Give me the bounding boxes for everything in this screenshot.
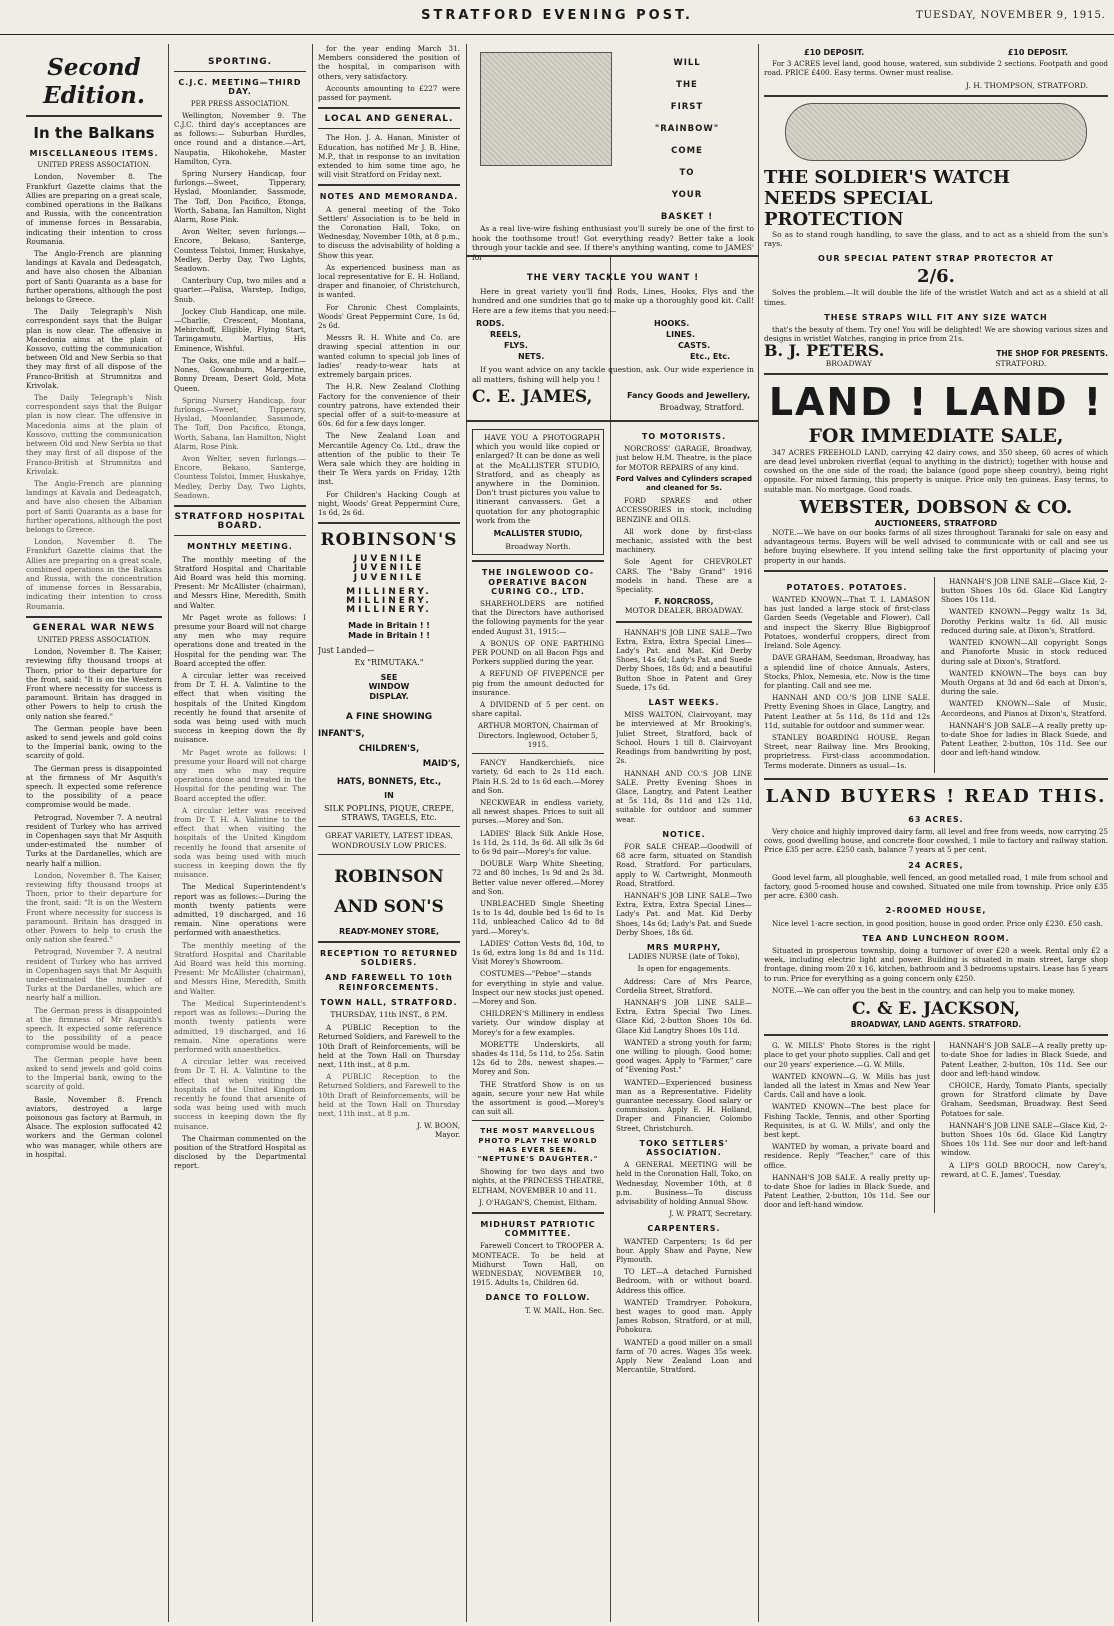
- article-paragraph: For Chronic Chest Complaints, Woods' Great Peppermint Cure, 1s 6d, 2s 6d.: [318, 302, 460, 331]
- headline-line: YOUR: [671, 190, 703, 200]
- small-ad: DAVE GRAHAM, Seedsman, Broadway, has a splendid line of choice Annuals, Asters, Stocks, Phlox, Nemesia, etc. Now is the time for planting. Call and see me.: [764, 653, 930, 690]
- article-paragraph: Avon Welter, seven furlongs.—Encore, Bekaso, Santerge, Countess Tolstoi, Immer, Huskahye, Medley, Derby Day, Two Lights, Seadown.: [174, 453, 306, 500]
- headline-line: THE: [676, 80, 698, 90]
- advert-title: C. & E. JACKSON,: [851, 998, 1021, 1019]
- notice-heading: RECEPTION TO RETURNED SOLDIERS.: [319, 949, 459, 968]
- notice-text: A DIVIDEND of 5 per cent. on share capital.: [472, 700, 604, 719]
- small-ad: A GENERAL MEETING will be held in the Coronation Hall, Toko, on Wednesday, November 10th, at 8 p.m. Business—To discuss advisability of holding Annual Show.: [616, 1160, 752, 1207]
- listing-text: Nice level 1-acre section, in good position, house in good order. Price only £230. £50 cash.: [772, 918, 1104, 928]
- land-headline: LAND ! LAND !: [768, 379, 1104, 424]
- advert-line: STRATFORD.: [995, 358, 1047, 368]
- notice-text: A REFUND OF FIVEPENCE per pig from the amount deducted for insurance.: [472, 669, 604, 697]
- tackle-item: LINES.: [666, 330, 696, 339]
- small-ad: WANTED KNOWN—The boys can buy Mouth Organs at 3d and 6d each at Dixon's, during the sale.: [941, 668, 1107, 697]
- advert-text: Here in great variety you'll find Rods, Lines, Hooks, Flys and the hundred and one sundries that go to make up a thoroughly good kit. Call! Here are a few items that you need:—: [472, 286, 754, 315]
- advert-line: A FINE SHOWING: [345, 711, 433, 722]
- divider: [26, 616, 162, 618]
- tackle-list-left: [476, 318, 544, 362]
- advert-line: F. NORCROSS,: [654, 597, 714, 607]
- article-paragraph: Spring Nursery Handicap, four furlongs.—Sweet, Tipperary, Hyslad, Moonlander, Sassmode, The Toff, Don Pacifico, Etonga, Worth, Sabana, Ian Hamilton, Night Alarm, Rose Pink.: [174, 395, 306, 451]
- article-paragraph: As experienced business man as local representative for E. H. Holland, draper and finanoier, of Christchurch, is wanted.: [318, 262, 460, 300]
- subsection-heading: C.J.C. MEETING—THIRD DAY.: [178, 78, 302, 97]
- angler-illustration: [480, 52, 612, 166]
- column-advertisements: [764, 44, 1108, 1622]
- small-ad: WANTED KNOWN—Peggy waltz 1s 3d, Dorothy Perkins waltz 1s 6d. All music reduced during sale, at Dixon's, Stratford.: [941, 607, 1107, 635]
- deposit-label: £10 DEPOSIT.: [804, 48, 865, 57]
- advert-line: READY-MONEY STORE,: [339, 926, 439, 936]
- article-paragraph: The Daily Telegraph's Nish correspondent says that the Bulgar plan is now clear. The offensive in Macedonia aims at the plain of Kossovo, cutting the communication between Old and New Serbia so that they may first of all dispose of the Franco-British at Strumnitza and Krivolak.: [26, 307, 162, 390]
- listing-text: NOTE.—We can offer you the best in the country, and can help you to make money.: [772, 985, 1075, 995]
- divider: [318, 941, 460, 943]
- divider: [318, 184, 460, 186]
- advert-line: SILK POPLINS, PIQUE, CREPE, STRAWS, TAGELS, Etc.: [323, 804, 455, 823]
- advert-signature: J. H. THOMPSON, STRATFORD.: [966, 80, 1088, 90]
- edition-heading: Second Edition.: [43, 54, 145, 109]
- divider: [466, 255, 758, 257]
- advert-line: Broadway, Stratford.: [659, 403, 744, 412]
- article-paragraph: Avon Welter, seven furlongs.—Encore, Bekaso, Santerge, Countess Tolstoi, Immer, Huskahye, Medley, Derby Day, Two Lights, Seadown.: [174, 227, 306, 274]
- article-paragraph: The German people have been asked to send jewels and gold coins to the Imperial bank, owing to the scarcity of gold.: [26, 723, 162, 761]
- tackle-item: RODS.: [476, 319, 505, 328]
- small-ad: WANTED a good miller on a small farm of 70 acres. Wages 35s week. Apply New Zealand Loan and Mercantile, Stratford.: [616, 1337, 752, 1375]
- deposit-heading: [764, 44, 1108, 59]
- article-paragraph: The H.R. New Zealand Clothing Factory for the convenience of their country patrons, have extended their special offer of a suit-to-measure at 60s. 6d for a few days longer.: [318, 382, 460, 429]
- small-ad: WANTED KNOWN—That T. I. LAMASON has just landed a large stock of first-class Garden Seeds (Vegetable and Flower). Call and inspect the Skerry Blue Bigbigproof Potatoes, wonderful croppers, direct from Ireland. Sole Agency.: [764, 595, 930, 651]
- listing-heading: 2-ROOMED HOUSE,: [885, 906, 987, 916]
- james-fishing-text: [472, 224, 754, 266]
- advert-heading: THESE STRAPS WILL FIT ANY SIZE WATCH: [824, 312, 1048, 322]
- section-heading: LOCAL AND GENERAL.: [324, 114, 454, 125]
- small-ad: LADIES' Black Silk Ankle Hose, 1s 11d, 2s 11d, 3s 6d. All silk 3s 6d to 6s 9d pair—Morey's for value.: [472, 828, 604, 856]
- headline-line: "RAINBOW": [654, 124, 720, 134]
- tackle-list: [472, 318, 754, 362]
- article-paragraph: Mr Paget wrote as follows: I presume your Board will not charge any men who may require operations done and treated in the Hospital for the pending war. The Board accepted the offer.: [174, 612, 306, 668]
- notice-heading: LAST WEEKS.: [648, 698, 720, 708]
- small-ad: WANTED KNOWN—The best place for Fishing Tackle, Tennis, and other Sporting Requisites, is at G. W. Mills', and only the best kept.: [764, 1102, 930, 1140]
- notice-line: LADIES NURSE (late of Toko),: [628, 952, 740, 962]
- advert-line: MOTOR DEALER, BROADWAY.: [624, 606, 744, 616]
- advert-headline: PROTECTION: [764, 208, 904, 230]
- notice-signature: Mayor.: [435, 1130, 460, 1140]
- advert-line: JUVENILE: [353, 554, 425, 565]
- notice-heading: DANCE TO FOLLOW.: [485, 1293, 591, 1303]
- article-paragraph: The Anglo-French are planning landings at Kavala and Dedeagatch, and have also chosen the Albanian port of Santi Quaranta as a base for further operations, although the post belongs to Greece.: [26, 249, 162, 305]
- notice-heading: TO MOTORISTS.: [641, 432, 727, 441]
- advert-text: As a real live-wire fishing enthusiast you'll surely be one of the first to hook the toothsome trout! Got everything ready? Better take a look through your tackle and see. If there's anything wanting, come to JAMES' for: [472, 224, 754, 262]
- advert-text: For 3 ACRES level land, good house, watered, sun subdivide 2 sections. Footpath and good road. PRICE £400. Easy terms. Owner must realise.: [764, 59, 1108, 78]
- listing-heading: 63 ACRES.: [908, 814, 964, 824]
- notice-text: SHAREHOLDERS are notified that the Directors have authorised the following payments for the year ended August 31, 1915:—: [472, 599, 604, 636]
- advert-line: MAID'S,: [422, 759, 460, 770]
- advert-line: Made in Britain ! !: [348, 621, 430, 631]
- column-war-news: [26, 44, 162, 1622]
- article-paragraph: The New Zealand Loan and Mercantile Agency Co. Ltd., draw the attention of the public to their Te Wera sale which they are holding in their Te Wera yards on Friday, 12th inst.: [318, 431, 460, 487]
- column-rule: [610, 255, 611, 1622]
- article-paragraph: The Anglo-French are planning landings at Kavala and Dedeagatch, and have also chosen the Albanian port of Santi Quaranta as a base for further operations, although the post belongs to Greece.: [26, 478, 162, 534]
- masthead: [0, 0, 1114, 35]
- article-paragraph: A circular letter was received from Dr T. H. A. Valintine to the effect that when visiting the hospitals of the United Kingdom recently he found that arsenite of soda was being used with much success in keeping down the fly nuisance.: [174, 805, 306, 880]
- article-paragraph: Messrs R. H. White and Co. are drawing special attention in our wanted column to special job lines of ladies' ready-to-wear hats at extremely bargain prices.: [318, 333, 460, 380]
- advert-line: BROADWAY, LAND AGENTS. STRATFORD.: [850, 1019, 1022, 1029]
- advert-heading: THE VERY TACKLE YOU WANT !: [526, 273, 700, 283]
- advert-heading: OUR SPECIAL PATENT STRAP PROTECTOR AT: [818, 254, 1054, 264]
- notice-signature: J. O'HAGAN'S, Chemist, Eltham.: [479, 1197, 597, 1207]
- tackle-item: HOOKS.: [654, 319, 690, 328]
- small-ad: LADIES' Cotton Vests 8d, 10d, to 1s 6d, extra long 1s 8d and 1s 11d. Visit Morey's Showroom.: [472, 938, 604, 967]
- divider: [318, 522, 460, 524]
- small-ad: FOR SALE CHEAP.—Goodwill of 68 acre farm, situated on Standish Road, Stratford. For particulars, apply to W. Cartwright, Monmouth Road, Stratford.: [616, 841, 752, 888]
- advert-line: DISPLAY.: [369, 691, 409, 701]
- divider: [764, 95, 1108, 97]
- column-classifieds-a: [472, 426, 604, 1622]
- notice-date: THURSDAY, 11th INST., 8 P.M.: [330, 1010, 448, 1020]
- small-ad: NECKWEAR in endless variety, all newest shapes. Prices to suit all purses.—Morey and Son.: [472, 797, 604, 826]
- advert-line: Ford Valves and Cylinders scraped and cleaned for 5s.: [616, 474, 752, 493]
- advert-line: CHILDREN'S,: [358, 744, 420, 755]
- small-ad: Address: Care of Mrs Pearce, Cordelia Street, Stratford.: [616, 976, 752, 995]
- classified-columns: [764, 577, 1108, 773]
- advert-title: B. J. PETERS.: [764, 341, 885, 361]
- divider: [174, 71, 306, 72]
- notice-signature: T. W. MAIL, Hon. Sec.: [524, 1305, 604, 1315]
- notice-signature: J. W. PRATT, Secretary.: [669, 1209, 752, 1219]
- advert-line: MILLINERY.: [346, 595, 432, 606]
- advert-line: Just Landed—: [318, 645, 375, 655]
- article-paragraph: Jockey Club Handicap, one mile.—Charlie, Crescent, Montana, Mehirchoff, Eligible, Flying Start, Taringamutu, Martius, His Eminence, Wishful.: [174, 306, 306, 353]
- notice-heading: TOWN HALL, STRATFORD.: [320, 997, 458, 1007]
- small-ad: HANNAH'S JOB LINE SALE—Glace Kid, 2-button Shoes 10s 6d. Glace Kid Langtry Shoes 10s 11d.: [941, 576, 1107, 605]
- notice-heading: POTATOES. POTATOES.: [786, 582, 908, 592]
- land-subheadline: FOR IMMEDIATE SALE,: [808, 424, 1064, 447]
- article-paragraph: for the year ending March 31. Members considered the position of the hospital, in comparison with others, very satisfactory.: [318, 44, 460, 81]
- article-paragraph: Petrograd, November 7. A neutral resident of Turkey who has arrived in Copenhagen says that Mr Asquith under-estimated the number of Turks at the Dardanelles, which are nearly half a million.: [26, 947, 162, 1003]
- advert-line: JUVENILE: [353, 572, 425, 583]
- article-paragraph: The German press is disappointed at the firmness of Mr Asquith's speech. It expected some reference to the possibility of a peace compromise would be made.: [26, 763, 162, 810]
- divider: [616, 621, 752, 623]
- small-ad: HANNAH'S JOB LINE SALE—Two Extra, Extra, Extra Special Lines—Lady's Pat. and Mat. Kid Derby Shoes, 14s 6d; Lady's Pat. and Suede Derby Shoes, 18s 6d.: [616, 890, 752, 937]
- article-paragraph: The German press is disappointed at the firmness of Mr Asquith's speech. It expected some reference to the possibility of a peace compromise would be made.: [26, 1005, 162, 1052]
- divider: [764, 570, 1108, 572]
- headline-line: FIRST: [670, 102, 704, 112]
- advert-title: ROBINSON'S: [320, 530, 458, 551]
- advert-line: SEE: [380, 673, 398, 683]
- advert-text: FORD SPARES and other ACCESSORIES in stock, including BENZINE and OILS.: [616, 496, 752, 524]
- advert-line: Broadway North.: [505, 542, 571, 552]
- notice-text: Showing for two days and two nights, at the PRINCESS THEATRE, ELTHAM, NOVEMBER 10 and 11.: [472, 1167, 604, 1195]
- advert-line: HATS, BONNETS, Etc.,: [336, 776, 442, 787]
- small-ad: HANNAH'S JOB LINE SALE—Two Extra, Extra, Extra Special Lines—Lady's Pat. and Mat. Kid Derby Shoes, 14s 6d; Lady's Pat. and Suede Derby Shoes, 18s 6d; and a beautiful Button Shoe in Patent and Grey Suede, 17s 6d.: [616, 627, 752, 692]
- column-classifieds-b: [616, 426, 752, 1622]
- small-ad: G. W. MILLS' Photo Stores is the right place to get your photo supplies. Call and get our 20 years' experience.—G. W. Mills.: [764, 1041, 930, 1069]
- listing-text: Very choice and highly improved dairy farm, all level and free from weeds, now carrying 25 cows, good dwelling house, and concrete floor cowshed, 1 mile to factory and railway station. Price £35 per acre. £250 cash, balance 7 years at 5 per cent.: [764, 826, 1108, 855]
- small-ad: HANNAH'S JOB LINE SALE—Glace Kid, 2-button Shoes 10s 6d. Glace Kid Langtry Shoes 10s 11d. See our door and left-hand window.: [941, 1120, 1107, 1158]
- byline: UNITED PRESS ASSOCIATION.: [37, 635, 151, 644]
- notice-signature: J. W. BOON,: [417, 1121, 460, 1131]
- tackle-item: CASTS.: [678, 341, 711, 350]
- article-paragraph: London, November 8. The Kaiser, reviewing fifty thousand troops at Thorn, prior to their departure for the front, said: "It is on the Western Front where necessity for success is paramount. Britain has dragged in other Powers to help to crush the only nation she feared.": [26, 870, 162, 945]
- tackle-item: Etc., Etc.: [690, 352, 730, 361]
- small-ad: HANNAH AND CO.'S JOB LINE SALE. Pretty Evening Shoes in Glace, Langtry, and Patent Leather at 5s 11d, 8s 11d and 12s 11d, suitable for outdoor and summer wear.: [616, 768, 752, 824]
- advert-text: 347 ACRES FREEHOLD LAND, carrying 42 dairy cows, and 350 sheep, 60 acres of which are dead level unbroken riverflat (equal to anything in the district); together with house and cowshed on the one side of the road; the balance (good pope sheep country), being right opposite. For mixed farming, this property is unique. Price only ten guineas. Easy terms, to suitable man. No mortgage. Good roads.: [764, 447, 1108, 494]
- small-ad: WANTED Tramdryer. Pohokura, best wages to good man. Apply James Robson, Stratford, or at mill, Pohokura.: [616, 1297, 752, 1335]
- small-ad: MISS WALTON, Clairvoyant, may be interviewed at Mr Brooking's, Juliet Street, Stratford, back of School. Hours 1 till 8. Clairvoyant Readings from handwriting by post, 2s.: [616, 710, 752, 766]
- divider: [318, 128, 460, 129]
- james-tackle-advert: [472, 268, 754, 418]
- article-paragraph: Mr Paget wrote as follows: I presume your Board will not charge any men who may require operations done and treated in the Hospital for the pending war. The Board accepted the offer.: [174, 747, 306, 803]
- section-heading: NOTES AND MEMORANDA.: [319, 192, 459, 202]
- newspaper-title: STRATFORD EVENING POST.: [421, 8, 693, 23]
- advert-text: NOTE.—We have on our books farms of all sizes throughout Taranaki for sale on easy and advantageous terms. Buyers will be well advised to communicate with or call and see us before buying elsewhere. If you intend selling take the first opportunity of placing your property in our hands.: [764, 528, 1108, 565]
- notice-signature: ARTHUR MORTON, Chairman of Directors. Inglewood, October 5, 1915.: [477, 721, 599, 749]
- advert-text: If you want advice on any tackle question, ask. Our wide experience in all matters, fishing will help you !: [472, 365, 754, 384]
- small-ad: DOUBLE Warp White Sheeting, 72 and 80 inches, 1s 9d and 2s 3d. Better value never offered.—Morey and Son.: [472, 859, 604, 896]
- advert-line: Made in Britain ! !: [348, 630, 430, 640]
- notice-heading: TOKO SETTLERS' ASSOCIATION.: [639, 1138, 729, 1158]
- notice-text: A PUBLIC Reception to the Returned Soldiers, and Farewell to the 10th Draft of Reinforcements, will be held at the Town Hall on Thursday next, 11th inst., at 8 p.m.: [318, 1072, 460, 1119]
- divider: [764, 373, 1108, 375]
- small-ad: CHILDREN'S Millinery in endless variety. Our window display at Morey's for a few examples.: [472, 1009, 604, 1037]
- peters-signature: [764, 341, 1108, 361]
- small-ad: WANTED a strong youth for farm; one willing to plough. Good home; good wages. Apply to "Farmer," care of "Evening Post.": [616, 1037, 752, 1075]
- advert-text: All work done by first-class mechanic, assisted with the best machinery.: [616, 526, 752, 555]
- small-ad: TO LET—A detached Furnished Bedroom, with or without board. Address this office.: [616, 1267, 752, 1295]
- article-paragraph: The Hon. J. A. Hanan, Minister of Education, has notified Mr J. B. Hine, M.P., that in response to an invitation extended to him some time ago, he will visit Stratford on Friday next.: [318, 133, 460, 180]
- notice-heading: THE INGLEWOOD CO-OPERATIVE BACON CURING CO., LTD.: [481, 568, 595, 596]
- section-heading: SPORTING.: [207, 57, 273, 67]
- notice-text: Farewell Concert to TROOPER A. MONTEACE. To be held at Midhurst Town Hall, on WEDNESDAY, NOVEMBER 10, 1915. Adults 1s, Children 6d.: [472, 1241, 604, 1288]
- tackle-item: NETS.: [518, 352, 545, 361]
- small-ad: COSTUMES—"Peboe"—stands for everything in style and value. Inspect our new stocks just opened.—Morey and Son.: [472, 969, 604, 1006]
- rainbow-headline: [622, 52, 752, 228]
- article-paragraph: The Oaks, one mile and a half.—Nones, Gowanburn, Margerine, Bonny Dream, Desert Gold, Mota Queen.: [174, 355, 306, 393]
- small-ad: HANNAH AND CO.'S JOB LINE SALE. Pretty Evening Shoes in Glace, Langtry, and Patent Leather at 5s 11d, 8s 11d and 12s 11d, suitable for outdoor and summer wear.: [764, 693, 930, 730]
- small-ad: HANNAH'S JOB SALE. A really pretty up-to-date Shoe for ladies in Black Suede, and Patent Leather, 2-button, 10s 11d. See our door and left-hand window.: [764, 1172, 930, 1210]
- advert-line: AUCTIONEERS, STRATFORD: [874, 518, 998, 528]
- small-ad: WANTED KNOWN—G. W. Mills has just landed all the latest in Xmas and New Year Cards. Call and have a look.: [764, 1071, 930, 1100]
- byline: PER PRESS ASSOCIATION.: [190, 99, 290, 108]
- classified-column-right: [941, 577, 1107, 773]
- divider: [318, 826, 460, 827]
- subsection-heading: MONTHLY MEETING.: [187, 542, 293, 552]
- article-paragraph: The Medical Superintendent's report was as follows:—During the month twenty patients were admitted, 19 discharged, and 16 remain. Nine operations were performed with anaesthetics.: [174, 998, 306, 1054]
- listing-text: Good level farm, all ploughable, well fenced, an good metalled road, 1 mile from school and factory, good 5-roomed house and cowshed. Situated one mile from township. Price only £35 per acre. £300 cash.: [764, 872, 1108, 901]
- divider: [174, 535, 306, 536]
- article-paragraph: A general meeting of the Toko Settlers' Association is to be held in the Coronation Hall, Toko, on Wednesday, November 10th, at 8 p.m., to discuss the advisability of holding a Show this year.: [318, 204, 460, 260]
- classified-columns-bottom: [764, 1041, 1108, 1212]
- wristwatch-illustration: [785, 103, 1087, 161]
- column-rule: [312, 44, 313, 1622]
- section-heading: GENERAL WAR NEWS: [32, 622, 156, 633]
- small-ad: CHOICE, Hardy, Tomato Plants, specially grown for Stratford climate by Dave Graham, Seedsman, Broadway. Best Seed Potatoes for sale.: [941, 1081, 1107, 1118]
- advert-line: WINDOW: [368, 682, 410, 692]
- peters-address: [764, 359, 1108, 368]
- advert-text: NORCROSS' GARAGE, Broadway, just below H.M. Theatre, is the place for MOTOR REPAIRS of any kind.: [616, 444, 752, 472]
- tackle-item: FLYS.: [504, 341, 528, 350]
- small-ad: A LIP'S GOLD BROOCH, now Carey's, reward, at C. E. James', Tuesday.: [941, 1160, 1107, 1179]
- notice-heading: CARPENTERS.: [647, 1224, 721, 1234]
- divider: [318, 107, 460, 109]
- james-signature: [472, 387, 754, 418]
- robinsons-advert: [318, 529, 460, 936]
- notice-heading: NOTICE.: [662, 829, 706, 839]
- small-ad: HANNAH'S JOB LINE SALE—Extra, Extra Special Two Lines. Glace Kid, 2-button Shoes 10s 6d. Glace Kid Langtry Shoes 10s 11d.: [616, 997, 752, 1035]
- section-heading: MISCELLANEOUS ITEMS.: [29, 149, 159, 158]
- small-ad: WANTED KNOWN—Sale of Music, Accordeons, and Pianos at Dixon's, Stratford.: [941, 699, 1107, 718]
- small-ad: WANTED by woman, a private board and residence. Reply "Teacher," care of this office.: [764, 1142, 930, 1170]
- advert-line: BROADWAY: [825, 358, 872, 368]
- article-paragraph: Accounts amounting to £227 were passed for payment.: [318, 83, 460, 103]
- small-ad: WANTED Carpenters; 1s 6d per hour. Apply Shaw and Payne, New Plymouth.: [616, 1236, 752, 1265]
- headline-line: COME: [671, 146, 703, 156]
- advert-text: HAVE YOU A PHOTOGRAPH which you would like copied or enlarged? It can be done as well at the McALLISTER STUDIO, Stratford, and as cheaply as anywhere in the Dominion. Don't trust pictures you value to itinerant canvassers. Get a quotation for any photographic work from the: [476, 433, 600, 525]
- classified-column-left: [764, 577, 935, 773]
- advert-line: Fancy Goods and Jewellery,: [627, 391, 750, 400]
- advert-line: JUVENILE: [353, 563, 425, 574]
- small-ad: WANTED—Experienced business man as a Representative. Fidelity guarantee necessary. Good salary or commission. Apply E. H. Holland, Draper and Financier, Colombo Street, Christchurch.: [616, 1077, 752, 1133]
- divider: [472, 753, 604, 754]
- tackle-item: REELS,: [490, 330, 521, 339]
- advert-title: WEBSTER, DOBSON & CO.: [799, 496, 1073, 518]
- advert-line: MILLINERY.: [346, 586, 432, 597]
- advert-title: ROBINSON: [334, 866, 444, 887]
- column-local: [318, 44, 460, 1622]
- small-ad: STANLEY BOARDING HOUSE. Regan Street, near Railway line. Mrs Brooking, proprietress. First-class accommodation. Terms moderate. Dinners as usual—1s.: [764, 732, 930, 770]
- advert-text: Solves the problem.—It will double the life of the wristlet Watch and act as a shield at all times.: [764, 288, 1108, 307]
- article-paragraph: The Chairman commented on the position of the Stratford Hospital as disclosed by the Departmental report.: [174, 1133, 306, 1171]
- small-ad: HANNAH'S JOB SALE—A really pretty up-to-date Shoe for ladies in Black Suede, and Patent Leather, 2-button, 10s 11d. See our door and left-hand window.: [941, 720, 1107, 758]
- byline: UNITED PRESS ASSOCIATION.: [37, 161, 151, 170]
- small-ad: WANTED KNOWN—All copyright Songs and Pianoforte Music in stock reduced during sale at Dixon's, Stratford.: [941, 638, 1107, 666]
- classified-column-left: [764, 1041, 935, 1212]
- advert-line: INFANT'S,: [318, 728, 365, 739]
- article-paragraph: Canterbury Cup, two miles and a quarter.—Palisa, Warstep, Indigo, Snub.: [174, 276, 306, 304]
- small-ad: MORETTE Underskirts, all shades 4s 11d, 5s 11d, to 25s. Satin 12s 6d to 28s, newest shapes.—Morey and Son.: [472, 1039, 604, 1077]
- advert-text: So as to stand rough handling, to save the glass, and to act as a shield from the sun's rays.: [764, 229, 1108, 249]
- advert-title: AND SON'S: [334, 896, 444, 917]
- advert-line: Ex "RIMUTAKA.": [354, 657, 424, 667]
- listing-text: Situated in prosperous township, doing a turnover of over £20 a week. Rental only £2 a week, including electric light and power. Building is situated in main street, large shop frontage, dining room 20 x 16, kitchen, bathroom and 3 bedrooms upstairs. Lease has 5 years to run. Price for everything as a going concern only £250.: [764, 945, 1108, 983]
- article-paragraph: The German people have been asked to send jewels and gold coins to the Imperial bank, owing to the scarcity of gold.: [26, 1054, 162, 1092]
- advert-text: Sole Agent for CHEVROLET CARS. The "Baby Grand" 1916 models in hand. These are a Speciality.: [616, 557, 752, 595]
- notice-text: A PUBLIC Reception to the Returned Soldiers, and Farewell to the 10th Draft of Reinforcements, will be held at the Town Hall on Thursday next, 11th inst., at 8 p.m.: [318, 1023, 460, 1070]
- issue-date: TUESDAY, NOVEMBER 9, 1915.: [916, 10, 1106, 21]
- column-rule: [168, 44, 169, 1622]
- divider: [472, 1120, 604, 1121]
- column-rule: [466, 44, 467, 1622]
- notice-heading: MRS MURPHY,: [646, 942, 722, 952]
- classified-column-right: [941, 1041, 1107, 1212]
- advert-line: MILLINERY.: [346, 605, 432, 616]
- advert-line: IN: [384, 790, 394, 800]
- advert-title: C. E. JAMES,: [472, 387, 593, 407]
- divider: [26, 115, 162, 117]
- balkans-heading: In the Balkans: [33, 124, 155, 142]
- article-paragraph: For Children's Hacking Cough at night, Woods' Great Peppermint Cure, 1s 6d, 2s 6d.: [318, 489, 460, 517]
- small-ad: FANCY Handkerchiefs, nice variety, 6d each to 2s 11d each. Plain H.S. 2d to 1s 6d each.—Morey and Son.: [472, 758, 604, 795]
- article-paragraph: The monthly meeting of the Stratford Hospital and Charitable Aid Board was held this morning. Present: Mr McAllister (chairman), and Messrs Hine, Meredith, Smith and Walter.: [174, 940, 306, 996]
- notice-line: Is open for engagements.: [637, 964, 731, 974]
- small-ad: HANNAH'S JOB SALE—A really pretty up-to-date Shoe for ladies in Black Suede, and Patent Leather, 2-button, 10s 11d. See our door and left-hand window.: [941, 1041, 1107, 1078]
- headline-line: WILL: [673, 58, 701, 68]
- small-ad: UNBLEACHED Single Sheeting 1s to 1s 4d, double bed 1s 6d to 1s 11d, unbleached Calico 4d to 8d yard.—Morey's.: [472, 898, 604, 936]
- strap-price: 2/6.: [917, 266, 955, 288]
- divider: [466, 420, 758, 422]
- divider: [318, 854, 460, 855]
- divider: [174, 505, 306, 507]
- listing-heading: 24 ACRES,: [908, 860, 964, 870]
- buyers-headline: LAND BUYERS ! READ THIS.: [765, 785, 1107, 807]
- notice-heading: THE MOST MARVELLOUS PHOTO PLAY THE WORLD HAS EVER SEEN. "NEPTUNE'S DAUGHTER.": [477, 1127, 599, 1164]
- advert-headline: NEEDS SPECIAL: [764, 187, 933, 209]
- article-paragraph: London, November 8. The Frankfurt Gazette claims that the Allies are preparing on a great scale, combined operations in the Balkans and Russia, with the concentration of immense forces in Bessarabia, indicating their intention to cross Roumania.: [26, 172, 162, 246]
- article-paragraph: Petrograd, November 7. A neutral resident of Turkey who has arrived in Copenhagen says that Mr Asquith under-estimated the number of Turks at the Dardanelles, which are nearly half a million.: [26, 812, 162, 868]
- headline-line: BASKET !: [660, 212, 714, 222]
- listing-heading: TEA AND LUNCHEON ROOM.: [862, 933, 1010, 943]
- divider: [764, 1034, 1108, 1036]
- james-fishing-advert: [472, 44, 754, 254]
- article-paragraph: Wellington, November 9. The C.J.C. third day's acceptances are as follows:— Suburban Hurdles, once round and a distance.—Art, Naupatia, Hikohokehe, Master Hamilton, Cyra.: [174, 110, 306, 166]
- advert-line: McALLISTER STUDIO,: [493, 529, 583, 539]
- notice-text: A BONUS OF ONE FARTHING PER POUND on all Bacon Pigs and Porkers supplied during the year.: [472, 638, 604, 667]
- divider: [472, 1212, 604, 1214]
- studio-advert: [472, 429, 604, 555]
- article-paragraph: Spring Nursery Handicap, four furlongs.—Sweet, Tipperary, Hyslad, Moonlander, Sassmode, The Toff, Don Pacifico, Etonga, Worth, Sabana, Ian Hamilton, Night Alarm, Rose Pink.: [174, 169, 306, 225]
- article-paragraph: A circular letter was received from Dr T. H. A. Valintine to the effect that when visiting the hospitals of the United Kingdom recently he found that arsenite of soda was being used with much success in keeping down the fly nuisance.: [174, 1057, 306, 1131]
- article-paragraph: The Medical Superintendent's report was as follows:—During the month twenty patients were admitted, 19 discharged, and 16 remain. Nine operations were performed with anaesthetics.: [174, 882, 306, 938]
- advert-headline: THE SOLDIER'S WATCH: [764, 166, 1010, 188]
- article-paragraph: The monthly meeting of the Stratford Hospital and Charitable Aid Board was held this morning. Present: Mr McAllister (chairman), and Messrs Hine, Meredith, Smith and Walter.: [174, 554, 306, 610]
- advert-text: that's the beauty of them. Try one! You will be delighted! We are showing various sizes and designs in wristlet Watches, ranging in price from 21s.: [764, 325, 1108, 344]
- advert-line: THE SHOP FOR PRESENTS.: [996, 349, 1108, 359]
- article-paragraph: Basle, November 8. French aviators, destroyed a large poisonous gas factory at Barmuh, in Alsace. The explosion suffocated 42 workers and the German colonel who was manager, while others are in hospital.: [26, 1094, 162, 1159]
- headline-line: TO: [679, 168, 695, 178]
- article-paragraph: London, November 8. The Frankfurt Gazette claims that the Allies are preparing on a great scale, combined operations in the Balkans and Russia, with the concentration of immense forces in Bessarabia, indicating their intention to cross Roumania.: [26, 537, 162, 611]
- divider: [764, 778, 1108, 780]
- article-paragraph: A circular letter was received from Dr T. H. A. Valintine to the effect that when visiting the hospitals of the United Kingdom recently he found that arsenite of soda was being used with much success in keeping down the fly nuisance.: [174, 670, 306, 745]
- notice-heading: AND FAREWELL TO 10th REINFORCEMENTS.: [325, 973, 453, 992]
- article-paragraph: London, November 8. The Kaiser, reviewing fifty thousand troops at Thorn, prior to their departure for the front, said: "It is on the Western Front where necessity for success is paramount. Britain has dragged in other Powers to help to crush the only nation she feared.": [26, 647, 162, 721]
- notice-heading: MIDHURST PATRIOTIC COMMITTEE.: [480, 1220, 596, 1239]
- section-heading: STRATFORD HOSPITAL BOARD.: [174, 511, 306, 532]
- divider: [472, 560, 604, 562]
- advert-line: GREAT VARIETY, LATEST IDEAS, WONDROUSLY LOW PRICES.: [325, 831, 453, 850]
- column-sporting: [174, 44, 306, 1622]
- small-ad: THE Stratford Show is on us again, secure your new Hat while the assortment is good.—Morey's can suit all.: [472, 1079, 604, 1117]
- column-rule: [758, 44, 759, 1622]
- tackle-list-right: [654, 318, 750, 362]
- article-paragraph: The Daily Telegraph's Nish correspondent says that the Bulgar plan is now clear. The offensive in Macedonia aims at the plain of Kossovo, cutting the communication between Old and New Serbia so that they may first of all dispose of the Franco-British at Strumnitza and Krivolak.: [26, 393, 162, 476]
- deposit-label: £10 DEPOSIT.: [1007, 48, 1068, 57]
